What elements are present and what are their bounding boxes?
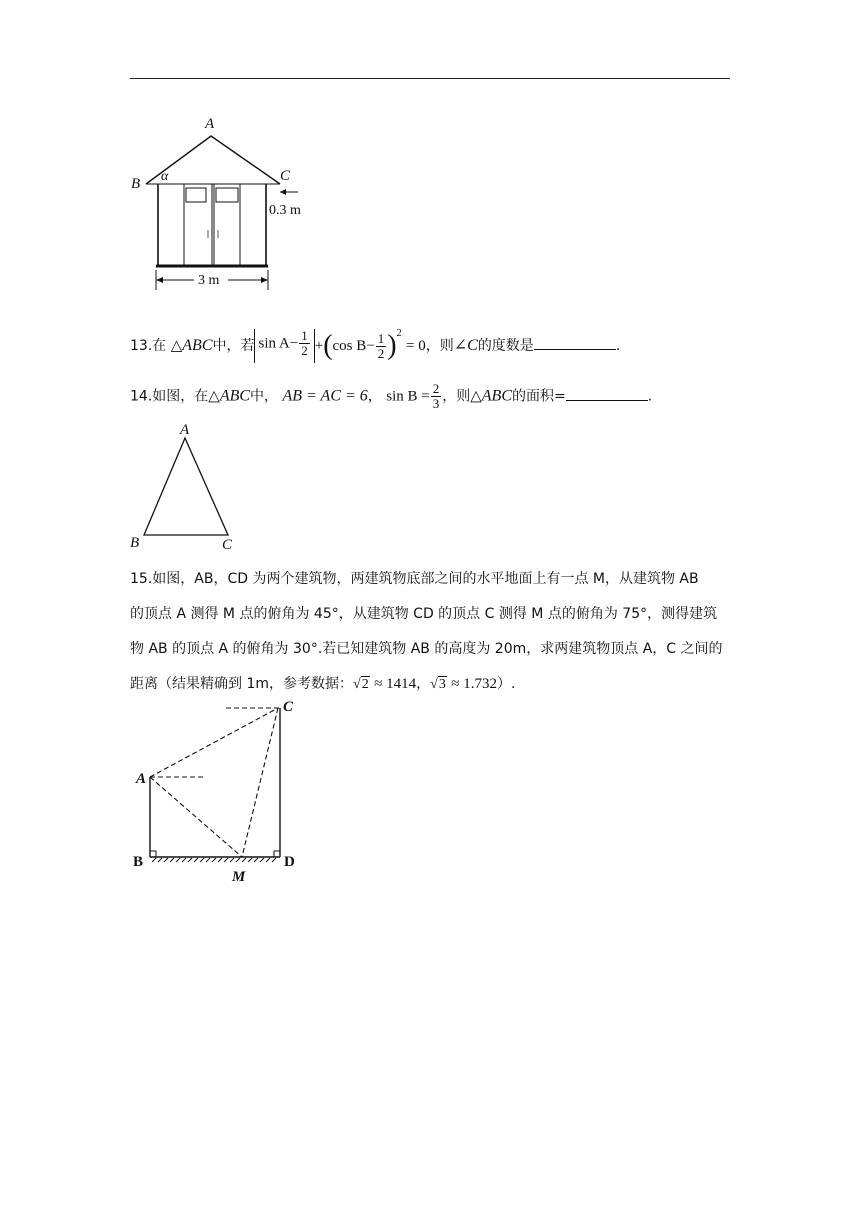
approx-value: ≈ 1414 (374, 676, 417, 692)
q14-text: 的面积= (511, 388, 566, 405)
question-13 (130, 324, 620, 363)
house-label-width: 3 m (198, 273, 220, 288)
q14-text: 中， (250, 388, 279, 405)
house-label-c: C (280, 168, 291, 184)
frac-den: 3 (432, 396, 440, 411)
building-label-c: C (283, 699, 294, 715)
frac-num: 1 (377, 330, 385, 346)
building-label-a: A (136, 771, 147, 787)
sqrt-3: √3 (430, 677, 446, 692)
q15-line: 物 AB 的顶点 A 的俯角为 30°.若已知建筑物 AB 的高度为 20m，求两建筑物顶点 A，C 之间的 (130, 641, 723, 657)
frac-den: 2 (377, 345, 385, 361)
q13-cosB: cos B (332, 338, 367, 354)
q13-abc: ABC (182, 337, 213, 354)
radicand: 2 (361, 677, 369, 692)
minus-sign: − (289, 335, 299, 352)
q13-sinA: sin A (258, 335, 290, 352)
answer-blank[interactable] (566, 386, 648, 401)
fraction-half (376, 332, 387, 361)
q14-number: 14. (130, 388, 153, 405)
abs-sinA (254, 329, 314, 363)
building-label-m: M (232, 869, 246, 885)
fraction-half (299, 329, 310, 358)
q14-text: ，则 (442, 388, 471, 405)
q13-end: . (615, 338, 621, 354)
q13-number: 13. (130, 338, 153, 354)
answer-blank[interactable] (534, 335, 616, 350)
frac-num: 2 (432, 381, 440, 396)
triangle-figure (128, 418, 248, 554)
exponent: 2 (396, 328, 402, 339)
q15-line: 的顶点 A 测得 M 点的俯角为 45°，从建筑物 CD 的顶点 C 测得 M 点的俯角为 75°，测得建筑 (130, 606, 718, 622)
header-rule (130, 78, 730, 79)
q13-text: 中，若 (212, 338, 255, 354)
house-label-overhang: 0.3 m (269, 203, 301, 218)
sqrt-2: √2 (353, 677, 369, 692)
q15-text: 距离（结果精确到 1m，参考数据： (130, 676, 353, 692)
question-14 (130, 382, 652, 411)
house-label-b: B (131, 176, 141, 192)
q13-text: 在 (152, 338, 167, 354)
triangle-symbol: △ (170, 338, 183, 354)
q14-abc: ABC (219, 387, 251, 405)
q14-equation: AB = AC = 6 (282, 387, 368, 405)
house-label-alpha: α (161, 169, 169, 184)
fraction-two-thirds (431, 382, 442, 411)
q14-end: . (647, 388, 653, 405)
q14-sinB: sin B = (386, 388, 430, 405)
q15-text: ）. (497, 676, 516, 692)
triangle-symbol: △ (470, 388, 482, 405)
q13-text: 的度数是 (477, 338, 534, 354)
q13-text: ，则 (425, 338, 454, 354)
equals-zero: = 0 (406, 338, 426, 354)
minus-sign: − (366, 338, 375, 354)
plus-sign: + (314, 338, 324, 354)
separator: ， (416, 676, 431, 692)
q15-line: 15.如图，AB，CD 为两个建筑物，两建筑物底部之间的水平地面上有一点 M，从建筑物 AB (130, 571, 699, 587)
q14-comma: ， (367, 388, 382, 405)
building-label-b: B (133, 854, 144, 870)
question-15 (130, 562, 730, 702)
building-label-d: D (284, 854, 295, 870)
approx-value: ≈ 1.732 (451, 676, 497, 692)
q14-text: 如图，在 (152, 388, 209, 405)
triangle-label-a: A (180, 422, 190, 438)
radicand: 3 (438, 677, 446, 692)
q14-abc: ABC (481, 387, 512, 405)
house-label-a: A (205, 116, 215, 132)
paren-open: ( (323, 330, 333, 361)
triangle-symbol: △ (208, 388, 220, 405)
buildings-figure (128, 692, 308, 886)
triangle-label-b: B (130, 535, 140, 551)
angle-c: ∠C (453, 337, 478, 354)
paren-close: ) (387, 330, 397, 361)
frac-num: 1 (301, 328, 308, 343)
triangle-label-c: C (222, 537, 233, 553)
house-figure (128, 112, 328, 294)
frac-den: 2 (301, 343, 308, 358)
